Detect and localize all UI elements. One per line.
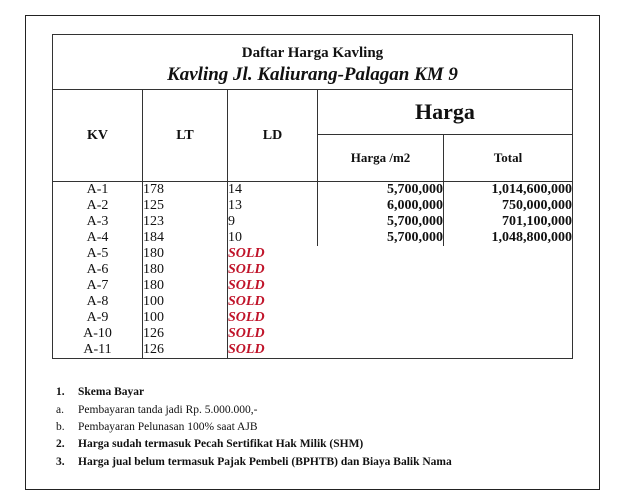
cell-kv: A-8 bbox=[53, 294, 143, 310]
table-subtitle: Kavling Jl. Kaliurang-Palagan KM 9 bbox=[167, 63, 458, 85]
note-text: Harga sudah termasuk Pecah Sertifikat Hak Milik (SHM) bbox=[78, 438, 364, 450]
note-text: Skema Bayar bbox=[78, 386, 145, 398]
cell-lt: 180 bbox=[143, 246, 228, 262]
sold-label: SOLD bbox=[228, 262, 573, 278]
note-item bbox=[56, 438, 363, 450]
cell-kv: A-5 bbox=[53, 246, 143, 262]
table-title-cell bbox=[53, 35, 573, 90]
cell-total: 1,014,600,000 bbox=[444, 182, 573, 199]
header-lt: LT bbox=[143, 90, 228, 182]
table-row bbox=[53, 326, 573, 342]
table-row bbox=[53, 182, 573, 199]
header-kv: KV bbox=[53, 90, 143, 182]
note-item bbox=[56, 404, 258, 416]
cell-lt: 126 bbox=[143, 342, 228, 359]
cell-total: 701,100,000 bbox=[444, 214, 573, 230]
header-harga-m2: Harga /m2 bbox=[318, 135, 444, 182]
table-row bbox=[53, 278, 573, 294]
table-row bbox=[53, 342, 573, 359]
cell-total: 1,048,800,000 bbox=[444, 230, 573, 246]
cell-kv: A-3 bbox=[53, 214, 143, 230]
sold-label: SOLD bbox=[228, 294, 573, 310]
cell-lt: 180 bbox=[143, 262, 228, 278]
sold-label: SOLD bbox=[228, 246, 573, 262]
cell-lt: 123 bbox=[143, 214, 228, 230]
cell-lt: 100 bbox=[143, 310, 228, 326]
table-row bbox=[53, 262, 573, 278]
cell-lt: 184 bbox=[143, 230, 228, 246]
table-title: Daftar Harga Kavling bbox=[241, 44, 384, 61]
header-total: Total bbox=[444, 135, 573, 182]
cell-kv: A-7 bbox=[53, 278, 143, 294]
table-row bbox=[53, 310, 573, 326]
cell-ld: 10 bbox=[228, 230, 318, 246]
header-harga: Harga bbox=[318, 90, 573, 135]
note-item bbox=[56, 386, 144, 398]
note-item bbox=[56, 421, 258, 433]
note-number: 3. bbox=[56, 456, 65, 468]
cell-kv: A-10 bbox=[53, 326, 143, 342]
note-number: b. bbox=[56, 421, 65, 433]
sold-label: SOLD bbox=[228, 310, 573, 326]
price-table bbox=[52, 34, 573, 359]
cell-harga-m2: 6,000,000 bbox=[318, 198, 444, 214]
note-number: a. bbox=[56, 404, 64, 416]
cell-ld: 13 bbox=[228, 198, 318, 214]
cell-kv: A-6 bbox=[53, 262, 143, 278]
header-ld: LD bbox=[228, 90, 318, 182]
cell-ld: 14 bbox=[228, 182, 318, 199]
cell-lt: 178 bbox=[143, 182, 228, 199]
table-row bbox=[53, 214, 573, 230]
table-row bbox=[53, 294, 573, 310]
cell-lt: 100 bbox=[143, 294, 228, 310]
cell-kv: A-4 bbox=[53, 230, 143, 246]
cell-lt: 180 bbox=[143, 278, 228, 294]
cell-kv: A-1 bbox=[53, 182, 143, 199]
cell-lt: 126 bbox=[143, 326, 228, 342]
table-row bbox=[53, 230, 573, 246]
table-row bbox=[53, 198, 573, 214]
cell-harga-m2: 5,700,000 bbox=[318, 182, 444, 199]
note-text: Pembayaran Pelunasan 100% saat AJB bbox=[78, 421, 258, 433]
cell-lt: 125 bbox=[143, 198, 228, 214]
cell-kv: A-2 bbox=[53, 198, 143, 214]
note-item bbox=[56, 456, 452, 468]
sold-label: SOLD bbox=[228, 278, 573, 294]
note-text: Harga jual belum termasuk Pajak Pembeli (BPHTB) dan Biaya Balik Nama bbox=[78, 456, 452, 468]
cell-harga-m2: 5,700,000 bbox=[318, 230, 444, 246]
cell-ld: 9 bbox=[228, 214, 318, 230]
note-number: 1. bbox=[56, 386, 65, 398]
sold-label: SOLD bbox=[228, 326, 573, 342]
sold-label: SOLD bbox=[228, 342, 573, 359]
cell-kv: A-11 bbox=[53, 342, 143, 359]
cell-harga-m2: 5,700,000 bbox=[318, 214, 444, 230]
cell-total: 750,000,000 bbox=[444, 198, 573, 214]
table-row bbox=[53, 246, 573, 262]
cell-kv: A-9 bbox=[53, 310, 143, 326]
note-text: Pembayaran tanda jadi Rp. 5.000.000,- bbox=[78, 404, 258, 416]
note-number: 2. bbox=[56, 438, 65, 450]
